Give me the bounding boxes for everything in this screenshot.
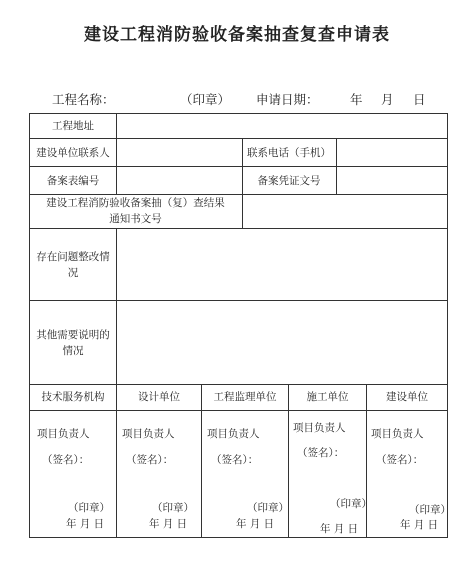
other-label-line2: 情况 — [62, 345, 84, 357]
result-notice-label-line1: 建设工程消防验收备案抽（复）查结果 — [46, 197, 225, 209]
issues-label-line1: 存在问题整改情 — [36, 251, 110, 263]
date-label: 年 月 日 — [400, 519, 439, 531]
sign-label: （签名）： — [297, 447, 345, 459]
form-title: 建设工程消防验收备案抽查复查申请表 — [84, 25, 390, 45]
date-day: 日 — [413, 92, 426, 107]
unit-header-supervision: 工程监理单位 — [213, 391, 277, 403]
issues-label-line2: 况 — [67, 267, 79, 279]
unit-header-construction: 施工单位 — [306, 391, 349, 403]
person-label: 项目负责人 — [37, 428, 90, 440]
other-label-line1: 其他需要说明的 — [36, 329, 110, 341]
sign-label: （签名）： — [42, 454, 90, 466]
sign-label: （签名）： — [211, 454, 259, 466]
seal-label: （印章） — [330, 498, 372, 510]
unit-header-tech-service: 技术服务机构 — [41, 391, 105, 403]
person-label: 项目负责人 — [122, 428, 175, 440]
date-month: 月 — [381, 92, 394, 107]
date-label: 年 月 日 — [66, 518, 105, 530]
project-name-label: 工程名称： — [52, 92, 115, 107]
header-seal-label: （印章） — [180, 92, 231, 107]
date-label: 年 月 日 — [149, 518, 188, 530]
sign-label: （签名）： — [126, 454, 174, 466]
person-label: 项目负责人 — [207, 428, 260, 440]
result-notice-label-line2: 通知书文号 — [109, 213, 162, 225]
person-label: 项目负责人 — [371, 428, 424, 440]
seal-label: （印章） — [409, 504, 451, 516]
phone-label: 联系电话（手机） — [247, 147, 331, 159]
apply-date-label: 申请日期： — [256, 92, 319, 107]
unit-header-builder: 建设单位 — [386, 391, 428, 403]
seal-label: （印章） — [68, 502, 110, 514]
address-label: 工程地址 — [52, 120, 94, 132]
sign-label: （签名）： — [376, 454, 424, 466]
person-label: 项目负责人 — [293, 422, 346, 434]
date-year: 年 — [350, 92, 363, 107]
record-doc-number-label: 备案凭证文号 — [257, 175, 321, 187]
record-number-label: 备案表编号 — [46, 175, 100, 187]
builder-contact-label: 建设单位联系人 — [36, 147, 110, 159]
seal-label: （印章） — [152, 502, 194, 514]
date-label: 年 月 日 — [236, 518, 275, 530]
date-label: 年 月 日 — [320, 523, 359, 535]
unit-header-design: 设计单位 — [138, 391, 180, 403]
seal-label: （印章） — [247, 502, 289, 514]
